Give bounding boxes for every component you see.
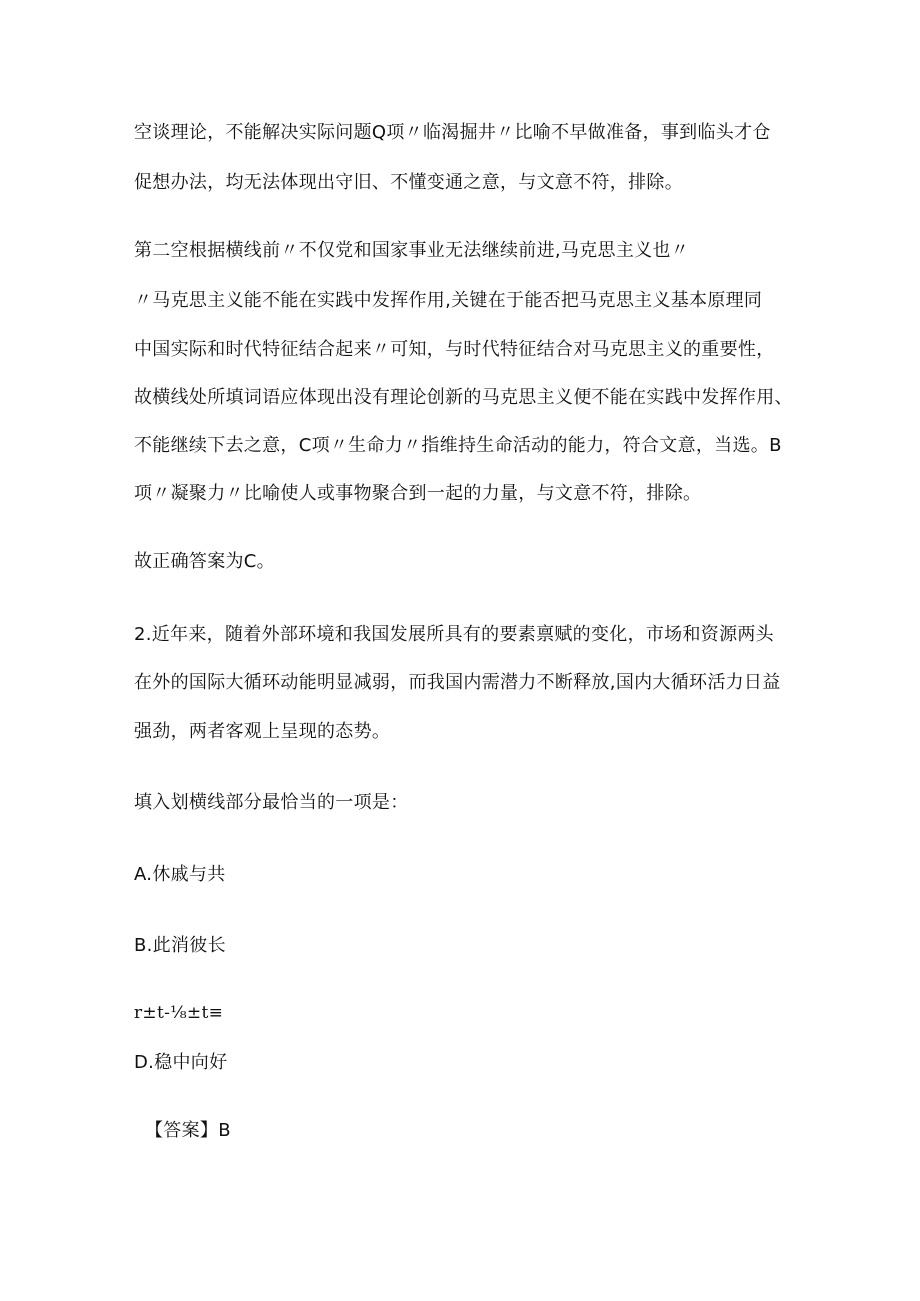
question-stem-line-1: 2.近年来，随着外部环境和我国发展所具有的要素禀赋的变化，市场和资源两头	[134, 624, 774, 645]
analysis-line-8: 项〃凝聚力〃比喻使人或事物聚合到一起的力量，与文意不符，排除。	[134, 483, 702, 504]
analysis-line-3: 第二空根据横线前〃不仅党和国家事业无法继续前进,马克思主义也〃	[134, 240, 690, 261]
analysis-line-4: 〃马克思主义能不能在实践中发挥作用,关键在于能否把马克思主义基本原理同	[134, 290, 763, 311]
analysis-line-7: 不能继续下去之意，C项〃生命力〃指维持生命活动的能力，符合文意，当选。B	[134, 435, 782, 456]
question-stem-line-2: 在外的国际大循环动能明显减弱，而我国内需潜力不断释放,国内大循环活力日益	[134, 672, 781, 693]
option-c: r±t-⅛±t≡	[134, 1003, 224, 1023]
analysis-line-2: 促想办法，均无法体现出守旧、不懂变通之意，与文意不符，排除。	[134, 172, 683, 193]
answer-label: 【答案】B	[145, 1120, 231, 1141]
question-prompt: 填入划横线部分最恰当的一项是：	[134, 792, 409, 813]
option-d: D.稳中向好	[134, 1052, 228, 1073]
analysis-line-6: 故横线处所填词语应体现出没有理论创新的马克思主义便不能在实践中发挥作用、	[134, 387, 793, 408]
analysis-line-5: 中国实际和时代特征结合起来〃可知，与时代特征结合对马克思主义的重要性，	[134, 339, 775, 360]
analysis-line-1: 空谈理论，不能解决实际问题Q项〃临渴掘井〃比喻不早做准备，事到临头才仓	[134, 122, 771, 143]
option-b: B.此消彼长	[134, 935, 226, 956]
question-stem-line-3: 强劲，两者客观上呈现的态势。	[134, 721, 391, 742]
analysis-conclusion: 故正确答案为C。	[134, 551, 275, 572]
option-a: A.休戚与共	[134, 864, 226, 885]
